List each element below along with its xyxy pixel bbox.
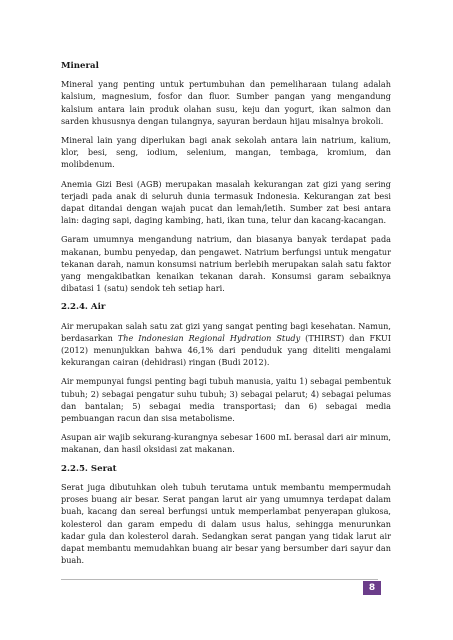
page-body: [61, 60, 391, 573]
paragraph-air-1-start: Air merupakan salah satu zat gizi yang sangat penting bagi kesehatan. Namun, berdasarkan: [61, 320, 391, 343]
footer-divider: [61, 579, 378, 580]
heading-serat: 2.2.5. Serat: [61, 463, 117, 474]
heading-mineral: Mineral: [61, 61, 99, 71]
paragraph-air-1-end: (THIRST) dan FKUI (2012) menunjukkan bahwa 46,1% dari penduduk yang diteliti mengalami kekurangan cairan (dehidrasi) ringan (Budi 2012).: [61, 332, 391, 368]
paragraph-air-1: [61, 320, 391, 369]
paragraph-serat-1: Serat juga dibutuhkan oleh tubuh terutama untuk membantu mempermudah proses buang air besar. Serat pangan larut air yang umumnya terdapat dalam buah, kacang dan sereal berfungsi untuk memperlambat penyerapan glukosa, kolesterol dan garam empedu di dalam usus halus, sehingga menurunkan kadar gula dan kolesterol darah. Sedangkan serat pangan yang tidak larut air dapat membantu memudahkan buang air besar yang bersumber dari sayur dan buah.: [61, 481, 391, 566]
paragraph-mineral-1: Mineral yang penting untuk pertumbuhan dan pemeliharaan tulang adalah kalsium, magnesium, fosfor dan fluor. Sumber pangan yang mengandung kalsium antara lain produk olahan susu, keju dan yogurt, ikan salmon dan sarden khususnya dengan tulangnya, sayuran berdaun hijau misalnya brokoli.: [61, 79, 391, 126]
paragraph-mineral-2: Mineral lain yang diperlukan bagi anak sekolah antara lain natrium, kalium, klor, besi, seng, iodium, selenium, mangan, tembaga, kromium, dan molibdenum.: [61, 135, 391, 170]
paragraph-mineral-4: Garam umumnya mengandung natrium, dan biasanya banyak terdapat pada makanan, bumbu penyedap, dan pengawet. Natrium berfungsi untuk mengatur tekanan darah, namun konsumsi natrium berlebih merupakan salah satu faktor yang mengakibatkan kenaikan tekanan darah. Konsumsi garam sebaiknya dibatasi 1 (satu) sendok teh setiap hari.: [61, 234, 391, 294]
heading-air: 2.2.4. Air: [61, 302, 106, 313]
paragraph-air-2: Air mempunyai fungsi penting bagi tubuh manusia, yaitu 1) sebagai pembentuk tubuh; 2) sebagai pengatur suhu tubuh; 3) sebagai pelarut; 4) sebagai pelumas dan bantalan; 5) sebagai media transportasi; dan 6) sebagai media pembuangan racun dan sisa metabolisme.: [61, 376, 391, 424]
paragraph-air-3: Asupan air wajib sekurang-kurangnya sebesar 1600 mL berasal dari air minum, makanan, dan hasil oksidasi zat makanan.: [61, 432, 391, 455]
study-title: The Indonesian Regional Hydration Study: [117, 332, 301, 343]
page-number: 8: [363, 581, 381, 595]
paragraph-mineral-3: Anemia Gizi Besi (AGB) merupakan masalah kekurangan zat gizi yang sering terjadi pada anak di seluruh dunia termasuk Indonesia. Kekurangan zat besi dapat ditandai dengan wajah pucat dan lemah/letih. Sumber zat besi antara lain: daging sapi, daging kambing, hati, ikan tuna, telur dan kacang-kacangan.: [61, 178, 391, 226]
